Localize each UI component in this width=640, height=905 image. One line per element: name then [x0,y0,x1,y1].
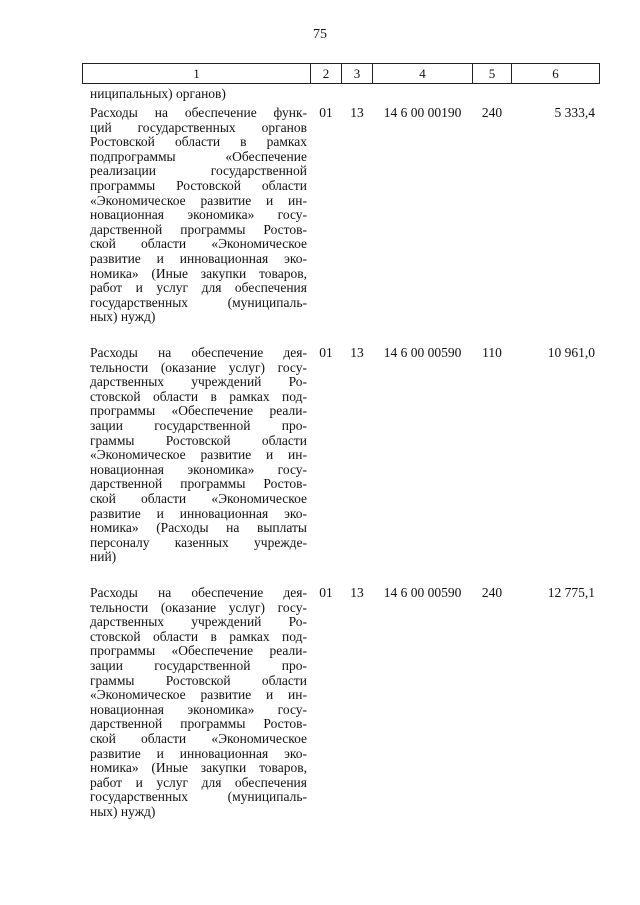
description-line: программы Ростовской области [90,178,307,193]
description-line: дарственной программы Ростов- [90,717,307,732]
description-line: ской области «Экономическое [90,491,307,506]
continuation-text: ниципальных) органов) [90,86,226,101]
table-header [82,63,600,84]
expense-type-code: 240 [481,585,503,600]
description-line: ных) нужд) [90,310,156,325]
expense-type-code: 240 [481,105,503,120]
description-line: ской области «Экономическое [90,237,307,252]
description-line: Ростовской области в рамках [90,135,307,150]
description-line: новационная экономика» госу- [90,702,307,717]
description-line: зации государственной про- [90,658,307,673]
header-col-1: 1 [193,66,200,81]
target-article-code: 14 6 00 00590 [383,585,462,600]
description-line: программы «Обеспечение реали- [90,404,307,419]
header-col-6: 6 [511,64,599,83]
description-line: «Экономическое развитие и ин- [90,448,307,463]
header-col-3: 3 [341,64,372,83]
description-line: Расходы на обеспечение функ- [90,106,307,120]
description-line: дарственных учреждений Ро- [90,615,307,630]
description-line: государственных (муниципаль- [90,295,307,310]
description-line: новационная экономика» госу- [90,462,307,477]
section-code: 01 [319,105,333,120]
description-line: дарственных учреждений Ро- [90,375,307,390]
description-line: дарственной программы Ростов- [90,477,307,492]
subsection-code: 13 [350,105,364,120]
description-line: работ и услуг для обеспечения [90,775,307,790]
target-article-code: 14 6 00 00590 [383,345,462,360]
description-line: «Экономическое развитие и ин- [90,193,307,208]
description-line: программы «Обеспечение реали- [90,644,307,659]
subsection-code: 13 [350,585,364,600]
description-line: тельности (оказание услуг) госу- [90,600,307,615]
description-line: государственных (муниципаль- [90,790,307,805]
expense-type-code: 110 [482,345,502,360]
description-line: стовской области в рамках под- [90,629,307,644]
row-description [90,586,307,820]
header-col-5: 5 [472,64,511,83]
amount: 10 961,0 [547,345,595,360]
description-line: ской области «Экономическое [90,731,307,746]
description-line: номика» (Иные закупки товаров, [90,266,307,281]
description-line: развитие и инновационная эко- [90,506,307,521]
section-code: 01 [319,585,333,600]
description-line: новационная экономика» госу- [90,208,307,223]
amount: 12 775,1 [547,585,595,600]
description-line: номика» (Иные закупки товаров, [90,761,307,776]
description-line: реализации государственной [90,164,307,179]
amount: 5 333,4 [554,105,595,120]
description-line: «Экономическое развитие и ин- [90,688,307,703]
description-line: Расходы на обеспечение дея- [90,346,307,360]
page-number: 75 [313,27,327,42]
description-line: ных) нужд) [90,804,156,819]
description-line: подпрограммы «Обеспечение [90,149,307,164]
description-line: граммы Ростовской области [90,433,307,448]
description-line: персоналу казенных учрежде- [90,535,307,550]
description-line: ний) [90,550,117,565]
description-line: граммы Ростовской области [90,673,307,688]
section-code: 01 [319,345,333,360]
row-description [90,106,307,325]
header-col-2: 2 [310,64,341,83]
description-line: развитие и инновационная эко- [90,251,307,266]
description-line: номика» (Расходы на выплаты [90,521,307,536]
description-line: стовской области в рамках под- [90,389,307,404]
row-description [90,346,307,565]
description-line: дарственной программы Ростов- [90,222,307,237]
description-line: развитие и инновационная эко- [90,746,307,761]
target-article-code: 14 6 00 00190 [383,105,462,120]
description-line: тельности (оказание услуг) госу- [90,360,307,375]
description-line: ций государственных органов [90,120,307,135]
description-line: работ и услуг для обеспечения [90,281,307,296]
description-line: Расходы на обеспечение дея- [90,586,307,600]
header-col-4: 4 [372,64,472,83]
subsection-code: 13 [350,345,364,360]
description-line: зации государственной про- [90,418,307,433]
